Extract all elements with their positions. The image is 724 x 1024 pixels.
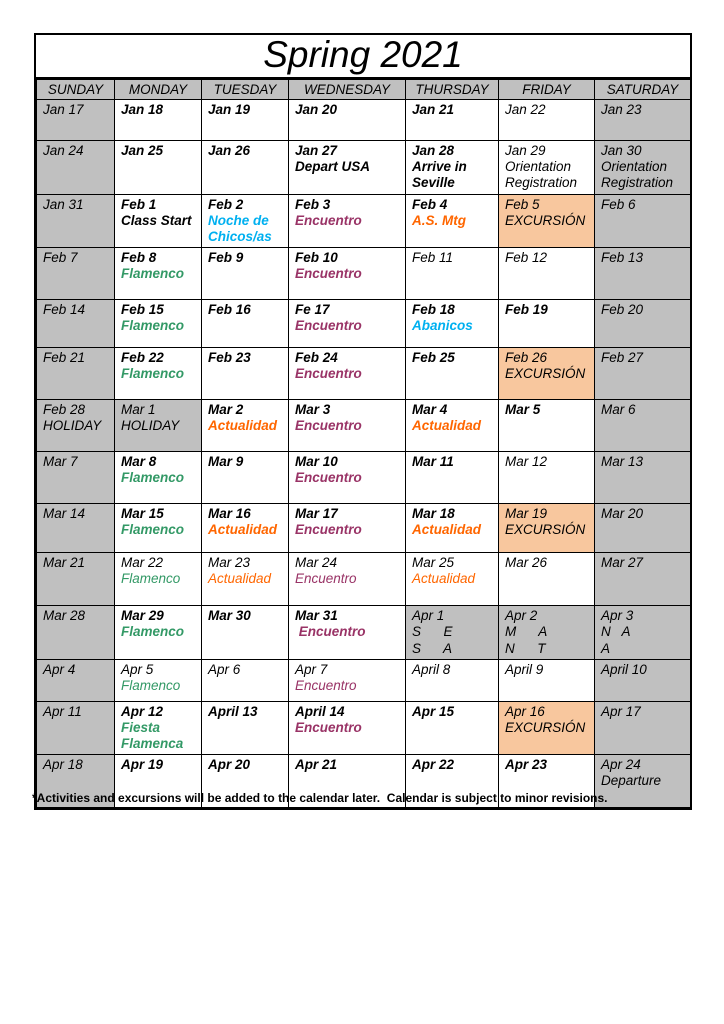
day-date: Apr 18 (43, 757, 83, 773)
day-date: Feb 3 (295, 196, 331, 212)
day-note: Actualidad (208, 522, 278, 538)
day-cell (202, 504, 289, 553)
day-date: Feb 8 (121, 250, 157, 266)
day-cell (37, 553, 115, 606)
day-date: Mar 5 (505, 402, 541, 418)
weekday-header-row (37, 80, 691, 100)
day-cell (406, 141, 499, 195)
day-cell (406, 553, 499, 606)
day-date: Mar 13 (601, 454, 644, 470)
footnote-text: *Activities and excursions will be added to the calendar later. Calendar is subject to minor revisions. (32, 791, 608, 805)
day-date: April 9 (505, 661, 544, 677)
day-cell (499, 194, 595, 248)
day-note: Arrive in (412, 159, 467, 175)
day-cell (37, 194, 115, 248)
day-date: Apr 1 (412, 608, 445, 624)
day-cell (202, 553, 289, 606)
day-date: Apr 2 (505, 608, 538, 624)
weekday-header-thursday: THURSDAY (406, 80, 499, 100)
day-date: Mar 9 (208, 454, 244, 470)
day-date: Feb 23 (208, 350, 251, 366)
day-cell (406, 348, 499, 400)
day-cell (37, 452, 115, 504)
day-note: Flamenco (121, 624, 185, 640)
day-cell (595, 659, 691, 701)
day-cell (115, 194, 202, 248)
day-cell (499, 348, 595, 400)
day-cell (202, 141, 289, 195)
day-note: Encuentro (295, 571, 357, 587)
day-cell (289, 100, 406, 141)
day-date: Apr 17 (601, 703, 641, 719)
weekday-header-friday: FRIDAY (499, 80, 595, 100)
day-cell (499, 452, 595, 504)
day-cell (406, 194, 499, 248)
day-note: EXCURSIÓN (505, 719, 586, 735)
day-note: Flamenco (121, 266, 185, 282)
weekday-header-monday: MONDAY (115, 80, 202, 100)
day-date: Feb 20 (601, 302, 644, 318)
day-cell (289, 194, 406, 248)
day-date: Apr 3 (601, 608, 634, 624)
day-note: Orientation (601, 159, 668, 175)
day-date: Feb 12 (505, 250, 548, 266)
day-cell (115, 300, 202, 348)
day-cell (406, 504, 499, 553)
week-row (37, 194, 691, 248)
day-note: Encuentro (295, 212, 362, 228)
day-date: Jan 30 (601, 143, 642, 158)
day-date: Feb 28 (43, 402, 86, 418)
day-date: Apr 6 (208, 661, 241, 677)
day-cell (37, 348, 115, 400)
day-note: Actualidad (412, 571, 476, 587)
week-row (37, 606, 691, 660)
day-cell (406, 606, 499, 660)
day-cell (115, 141, 202, 195)
day-cell (595, 194, 691, 248)
day-date: Apr 11 (43, 703, 82, 719)
day-date: Apr 24 (601, 757, 641, 773)
day-date: Mar 26 (505, 555, 548, 571)
day-date: Mar 17 (295, 506, 338, 522)
day-cell (406, 100, 499, 141)
day-cell (115, 659, 202, 701)
day-note: S A (412, 640, 453, 656)
day-date: Feb 15 (121, 302, 164, 318)
day-date: Mar 1 (121, 402, 156, 418)
day-note: Flamenca (121, 736, 184, 752)
day-date: Apr 15 (412, 703, 455, 719)
day-note: HOLIDAY (121, 418, 180, 434)
day-note: Actualidad (412, 522, 482, 538)
day-date: Mar 14 (43, 506, 86, 522)
day-note: N T (505, 640, 546, 656)
day-note: Seville (412, 175, 455, 191)
day-date: Jan 26 (208, 143, 251, 158)
day-date: Apr 4 (43, 661, 76, 677)
day-cell (202, 606, 289, 660)
day-date: Mar 4 (412, 402, 448, 418)
day-date: Feb 21 (43, 350, 86, 366)
day-date: April 14 (295, 703, 345, 719)
week-row (37, 553, 691, 606)
day-date: Mar 12 (505, 454, 548, 470)
day-note: Flamenco (121, 677, 181, 693)
day-date: Mar 18 (412, 506, 455, 522)
day-note: Registration (505, 175, 578, 191)
day-date: Apr 19 (121, 757, 164, 773)
day-cell (595, 248, 691, 300)
day-date: Feb 7 (43, 250, 78, 266)
day-cell (37, 100, 115, 141)
week-row (37, 248, 691, 300)
day-cell (595, 504, 691, 553)
day-cell (37, 400, 115, 452)
day-date: Mar 8 (121, 454, 157, 470)
day-date: April 10 (601, 661, 647, 677)
day-cell (37, 701, 115, 755)
day-cell (202, 100, 289, 141)
day-date: Jan 20 (295, 102, 338, 117)
day-date: Mar 25 (412, 555, 455, 571)
day-date: Jan 18 (121, 102, 164, 117)
day-cell (406, 701, 499, 755)
day-note: Flamenco (121, 571, 181, 587)
day-date: Feb 25 (412, 350, 455, 366)
day-note: Encuentro (295, 318, 362, 334)
day-date: Mar 22 (121, 555, 164, 571)
week-row (37, 504, 691, 553)
day-cell (406, 248, 499, 300)
week-row (37, 100, 691, 141)
day-note: Encuentro (295, 677, 357, 693)
day-date: Apr 5 (121, 661, 154, 677)
day-date: Apr 21 (295, 757, 338, 773)
day-note: Encuentro (295, 522, 362, 538)
week-row (37, 659, 691, 701)
day-note: Departure (601, 773, 662, 789)
day-date: Jan 28 (412, 143, 455, 158)
day-cell (595, 348, 691, 400)
day-cell (37, 504, 115, 553)
day-cell (499, 300, 595, 348)
day-date: Jan 19 (208, 102, 251, 117)
week-row (37, 400, 691, 452)
day-cell (499, 400, 595, 452)
day-cell (202, 300, 289, 348)
day-date: Feb 10 (295, 250, 338, 266)
day-cell (289, 452, 406, 504)
day-note: Encuentro (295, 624, 366, 640)
day-cell (289, 553, 406, 606)
day-date: Apr 20 (208, 757, 251, 773)
day-cell (499, 141, 595, 195)
day-cell (115, 348, 202, 400)
day-cell (289, 400, 406, 452)
day-cell (595, 606, 691, 660)
day-date: Feb 26 (505, 350, 548, 366)
day-cell (202, 248, 289, 300)
day-note: Encuentro (295, 266, 362, 282)
day-date: Mar 15 (121, 506, 164, 522)
day-cell (202, 400, 289, 452)
day-cell (115, 248, 202, 300)
day-cell (499, 606, 595, 660)
day-note: Abanicos (412, 318, 473, 334)
day-date: Feb 5 (505, 196, 540, 212)
day-note: Noche de (208, 212, 269, 228)
day-date: Mar 27 (601, 555, 644, 571)
day-cell (202, 348, 289, 400)
day-cell (289, 348, 406, 400)
day-date: April 8 (412, 661, 451, 677)
day-cell (289, 300, 406, 348)
week-row (37, 701, 691, 755)
day-date: Feb 2 (208, 196, 244, 212)
day-note: EXCURSIÓN (505, 366, 586, 382)
day-cell (37, 248, 115, 300)
day-cell (499, 701, 595, 755)
day-cell (115, 100, 202, 141)
calendar (34, 33, 692, 810)
day-cell (37, 606, 115, 660)
day-cell (115, 504, 202, 553)
day-cell (202, 701, 289, 755)
day-cell (406, 300, 499, 348)
day-cell (115, 701, 202, 755)
day-date: Apr 7 (295, 661, 328, 677)
day-date: Feb 9 (208, 250, 244, 266)
day-note: HOLIDAY (43, 418, 102, 434)
day-date: Apr 22 (412, 757, 455, 773)
day-note: Actualidad (208, 571, 272, 587)
day-cell (499, 100, 595, 141)
day-cell (406, 659, 499, 701)
calendar-table (36, 79, 691, 808)
week-row (37, 348, 691, 400)
day-note: M A (505, 624, 548, 640)
day-date: Mar 19 (505, 506, 548, 522)
day-cell (289, 606, 406, 660)
day-date: Feb 27 (601, 350, 644, 366)
page-title: Spring 2021 (36, 35, 690, 79)
day-date: Jan 31 (43, 196, 84, 212)
day-date: Mar 28 (43, 608, 86, 624)
day-cell (37, 659, 115, 701)
weekday-header-tuesday: TUESDAY (202, 80, 289, 100)
day-date: Mar 21 (43, 555, 86, 571)
day-date: Mar 3 (295, 402, 331, 418)
day-date: Apr 16 (505, 703, 545, 719)
weekday-header-sunday: SUNDAY (37, 80, 115, 100)
day-cell (595, 701, 691, 755)
day-date: Jan 22 (505, 102, 546, 117)
day-note: Depart USA (295, 159, 371, 175)
day-date: Feb 16 (208, 302, 251, 318)
day-date: Feb 6 (601, 196, 636, 212)
day-note: A (601, 640, 611, 656)
day-note: EXCURSIÓN (505, 212, 586, 228)
day-date: Mar 11 (412, 454, 454, 470)
day-cell (202, 452, 289, 504)
day-cell (595, 400, 691, 452)
day-date: Mar 30 (208, 608, 251, 624)
day-date: Feb 22 (121, 350, 164, 366)
day-date: Jan 25 (121, 143, 164, 158)
day-date: Feb 18 (412, 302, 455, 318)
weekday-header-wednesday: WEDNESDAY (289, 80, 406, 100)
day-date: Mar 29 (121, 608, 164, 624)
day-cell (406, 400, 499, 452)
day-cell (202, 194, 289, 248)
day-date: Feb 4 (412, 196, 448, 212)
day-date: Mar 24 (295, 555, 338, 571)
day-cell (595, 553, 691, 606)
day-date: Apr 12 (121, 703, 164, 719)
day-date: Jan 27 (295, 143, 338, 158)
day-cell (289, 248, 406, 300)
day-note: N A (601, 624, 631, 640)
day-note: Flamenco (121, 470, 185, 486)
day-cell (289, 659, 406, 701)
day-note: Flamenco (121, 366, 185, 382)
day-cell (499, 248, 595, 300)
day-cell (115, 452, 202, 504)
day-date: Feb 24 (295, 350, 338, 366)
day-note: Fiesta (121, 719, 161, 735)
day-cell (289, 504, 406, 553)
day-cell (115, 400, 202, 452)
day-note: Orientation (505, 159, 572, 175)
day-cell (289, 701, 406, 755)
day-note: Actualidad (208, 418, 278, 434)
day-date: Feb 1 (121, 196, 157, 212)
day-cell (595, 100, 691, 141)
day-cell (202, 659, 289, 701)
week-row (37, 300, 691, 348)
day-note: Encuentro (295, 366, 362, 382)
day-cell (115, 606, 202, 660)
day-date: Jan 29 (505, 143, 546, 158)
day-cell (115, 553, 202, 606)
day-date: Jan 21 (412, 102, 455, 117)
day-cell (595, 300, 691, 348)
day-note: A.S. Mtg (412, 212, 466, 228)
day-note: Encuentro (295, 470, 362, 486)
day-date: Feb 13 (601, 250, 644, 266)
day-date: Jan 17 (43, 102, 84, 117)
day-date: Mar 6 (601, 402, 636, 418)
week-row (37, 141, 691, 195)
day-date: Mar 16 (208, 506, 251, 522)
day-note: Chicos/as (208, 228, 272, 244)
day-cell (499, 504, 595, 553)
day-cell (406, 452, 499, 504)
day-note: Actualidad (412, 418, 482, 434)
day-date: Mar 2 (208, 402, 244, 418)
day-note: EXCURSIÓN (505, 522, 586, 538)
day-date: Jan 23 (601, 102, 642, 117)
day-note: Class Start (121, 212, 192, 228)
day-cell (499, 553, 595, 606)
day-note: S E (412, 624, 453, 640)
day-note: Flamenco (121, 318, 185, 334)
day-cell (499, 659, 595, 701)
day-date: Feb 14 (43, 302, 86, 318)
day-date: Fe 17 (295, 302, 330, 318)
day-cell (37, 141, 115, 195)
day-date: Mar 7 (43, 454, 78, 470)
day-date: Feb 19 (505, 302, 548, 318)
day-date: Mar 20 (601, 506, 644, 522)
day-date: Jan 24 (43, 143, 84, 158)
day-cell (595, 452, 691, 504)
day-note: Flamenco (121, 522, 185, 538)
day-cell (595, 141, 691, 195)
day-date: Mar 23 (208, 555, 251, 571)
week-row (37, 452, 691, 504)
day-cell (37, 300, 115, 348)
day-note: Registration (601, 175, 674, 191)
day-date: Mar 31 (295, 608, 338, 624)
day-date: Apr 23 (505, 757, 548, 773)
day-cell (289, 141, 406, 195)
day-note: Encuentro (295, 418, 362, 434)
weekday-header-saturday: SATURDAY (595, 80, 691, 100)
day-date: April 13 (208, 703, 258, 719)
day-date: Feb 11 (412, 250, 454, 266)
day-date: Mar 10 (295, 454, 338, 470)
day-note: Encuentro (295, 719, 362, 735)
